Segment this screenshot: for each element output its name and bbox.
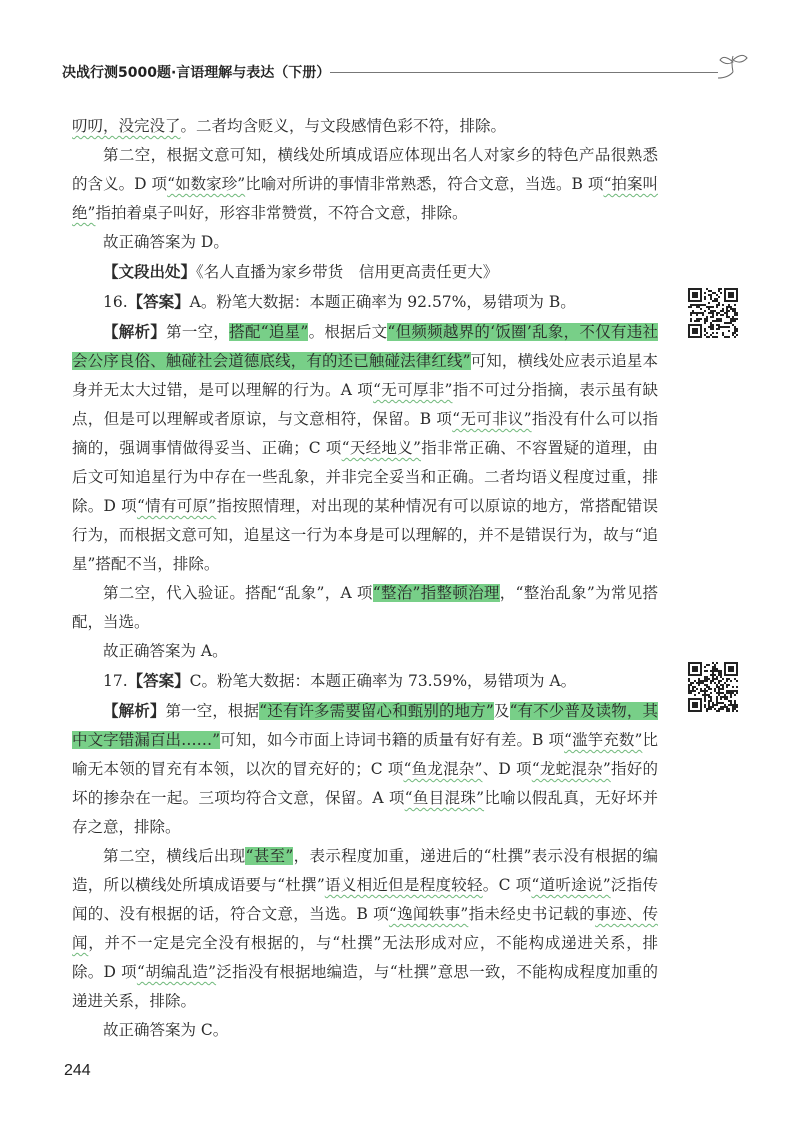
- sprout-icon: [716, 52, 750, 82]
- book-title: 决战行测5000题·言语理解与表达（下册）: [62, 65, 331, 81]
- answer-line: 故正确答案为 A。: [103, 642, 228, 660]
- header-rule: [330, 72, 718, 73]
- qr-code-16[interactable]: [688, 288, 738, 338]
- analysis-16-first-blank: 【解析】第一空，搭配“追星”。根据后文“但频频越界的‘饭圈’乱象，不仅有违社会公序良俗、触碰社会道德底线，有的还已触碰法律红线”可知，横线处应表示追星本身并无太大过错，是可以理解的行为。A 项“无可厚非”指不可过分指摘，表示虽有缺点，但是可以理解或者原谅，与文意相符，保留。B 项“无可非议”指没有什么可以指摘的，强调事情做得妥当、正确；C 项“天经地义”指非常正确、不容置疑的道理，由后文可知追星行为中存在一些乱象，并非完全妥当和正确。二者均语义程度过重，排除。D 项“情有可原”指按照情理，对出现的某种情况有可以原谅的地方，常搭配错误行为，而根据文意可知，追星这一行为本身是可以理解的，并不是错误行为，故与“追星”搭配不当，排除。: [72, 322, 658, 573]
- qr-code-icon: [688, 288, 738, 338]
- analysis-16-second-blank: 第二空，代入验证。搭配“乱象”，A 项“整治”指整顿治理，“整治乱象”为常见搭配，当选。: [72, 584, 658, 631]
- running-header: [62, 60, 742, 90]
- analysis-17-second-blank: 第二空，横线后出现“甚至”，表示程度加重，递进后的“杜撰”表示没有根据的编造，所以横线处所填成语要与“杜撰”语义相近但是程度较轻。C 项“道听途说”泛指传闻的、没有根据的话，符合文意，当选。B 项“逸闻轶事”指未经史书记载的事迹、传闻，并不一定是完全没有根据的，与“杜撰”无法形成对应，不能构成递进关系，排除。D 项“胡编乱造”泛指没有根据地编造，与“杜撰”意思一致，不能构成程度加重的递进关系，排除。: [72, 847, 658, 1010]
- paragraph: 第二空，根据文意可知，横线处所填成语应体现出名人对家乡的特色产品很熟悉的含义。D 项“如数家珍”比喻对所讲的事情非常熟悉，符合文意，当选。B 项“拍案叫绝”指拍着桌子叫好，形容非常赞赏，不符合文意，排除。: [72, 146, 658, 222]
- answer-line: 故正确答案为 C。: [103, 1021, 229, 1039]
- source-line: 【文段出处】《名人直播为家乡带货 信用更高责任更大》: [103, 262, 499, 281]
- analysis-17-first-blank: 【解析】第一空，根据“还有许多需要留心和甄别的地方”及“有不少普及读物，其中文字错漏百出……”可知，如今市面上诗词书籍的质量有好有差。B 项“滥竽充数”比喻无本领的冒充有本领，以次的冒充好的；C 项“鱼龙混杂”、D 项“龙蛇混杂”指好的坏的掺杂在一起。三项均符合文意，保留。A 项“鱼目混珠”比喻以假乱真，无好坏并存之意，排除。: [72, 701, 658, 836]
- answer-line: 故正确答案为 D。: [103, 233, 229, 251]
- qr-code-icon: [688, 662, 738, 712]
- page-number: 244: [64, 1062, 91, 1079]
- qr-code-17[interactable]: [688, 662, 738, 712]
- paragraph: 叨叨，没完没了。二者均含贬义，与文段感情色彩不符，排除。: [72, 117, 507, 135]
- answer-heading-16: 16.【答案】A。粉笔大数据：本题正确率为 92.57%，易错项为 B。: [103, 292, 576, 311]
- answer-heading-17: 17.【答案】C。粉笔大数据：本题正确率为 73.59%，易错项为 A。: [103, 671, 577, 690]
- page-content: [72, 112, 658, 1045]
